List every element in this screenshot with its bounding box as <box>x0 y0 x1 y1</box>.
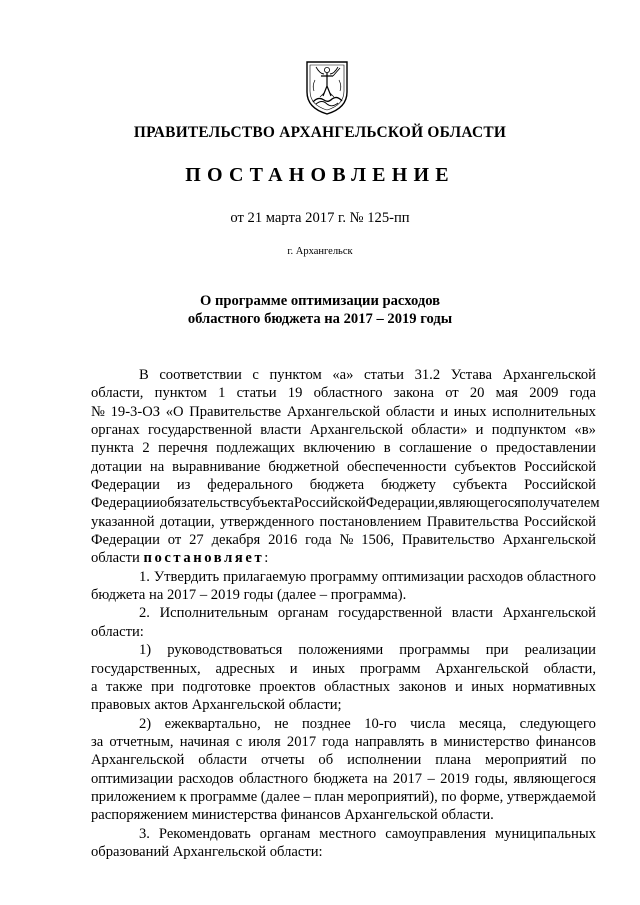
body-word: самоуправления <box>385 825 486 842</box>
body-word: 2017 <box>286 733 317 750</box>
body-word: в <box>383 440 391 457</box>
body-word: «О <box>165 403 184 420</box>
body-line <box>91 788 596 806</box>
body-word: отчетным, <box>109 733 174 750</box>
body-word: позднее <box>301 715 351 732</box>
body-word: 3. <box>139 825 150 842</box>
body-word: обязательств <box>159 495 240 512</box>
body-word: (далее <box>260 788 300 805</box>
body-word: бюджета <box>313 770 368 787</box>
body-line <box>91 843 596 861</box>
body-line <box>91 770 596 788</box>
body-word: подготовке <box>182 678 251 695</box>
body-word: прилагаемую <box>223 568 307 585</box>
body-word: мероприятий <box>484 752 567 769</box>
body-word: месяца, <box>458 715 507 732</box>
body-word: года <box>305 532 332 549</box>
body-word: исполнительных <box>492 403 596 420</box>
body-word: года <box>322 733 349 750</box>
body-word: с <box>252 367 259 383</box>
body-line <box>91 678 596 696</box>
body-word: программ <box>359 660 421 677</box>
body-word: пунктом <box>269 367 322 383</box>
body-word: подпунктом <box>491 422 567 439</box>
document-body <box>91 366 600 861</box>
body-word: областных <box>324 678 391 695</box>
body-word: проектов <box>259 678 316 695</box>
body-word: субъекта <box>452 477 508 494</box>
resolution-prefix: области <box>91 550 144 567</box>
body-word: Утвердить <box>153 568 220 585</box>
body-word: В <box>139 367 149 383</box>
body-word: области <box>385 403 435 420</box>
body-word: 2) <box>139 715 152 732</box>
body-word: об <box>318 752 334 769</box>
body-word: Рекомендовать <box>158 825 251 842</box>
body-word: на <box>373 770 388 787</box>
body-word: 10-го <box>364 715 397 732</box>
body-word: области, <box>543 660 596 677</box>
body-word: программу <box>310 568 378 585</box>
body-word: Федерации <box>91 495 160 512</box>
body-word: следующего <box>519 715 596 732</box>
body-word: при <box>150 678 174 695</box>
body-line <box>91 825 596 843</box>
body-word: года <box>569 385 596 402</box>
body-word: Архангельской <box>502 532 596 549</box>
body-word: программе <box>190 788 258 805</box>
body-word: Архангельской <box>435 660 529 677</box>
body-word: обеспеченности <box>346 458 447 475</box>
body-word: субъектов <box>454 458 517 475</box>
body-word: 1506, <box>361 532 395 549</box>
body-word: 2009 <box>529 385 559 402</box>
body-word: плана <box>435 752 472 769</box>
body-word: 2. <box>139 605 150 622</box>
body-word: утвержденного <box>220 513 315 530</box>
body-word: бюджетной <box>268 458 340 475</box>
body-word: распоряжением министерства финансов Архангельской области. <box>91 807 494 824</box>
body-word: Федерации <box>91 477 160 494</box>
body-word: реализации <box>524 642 596 659</box>
document-title <box>0 292 640 328</box>
body-word: постановлением <box>319 513 422 530</box>
body-word: Исполнительным <box>159 605 269 622</box>
body-line <box>91 549 596 567</box>
body-line <box>91 751 596 769</box>
body-word: иных <box>471 678 504 695</box>
body-word: пункта <box>91 440 134 457</box>
body-word: включению <box>303 440 376 457</box>
body-word: с <box>235 733 243 750</box>
body-word: бюджета <box>309 477 365 494</box>
body-word: иных <box>312 660 346 677</box>
body-line <box>91 623 596 641</box>
body-word: из <box>176 477 191 494</box>
body-line <box>91 439 596 457</box>
body-word: начиная <box>179 733 230 750</box>
body-word: мая <box>495 385 518 402</box>
body-word: предоставлении <box>496 440 596 457</box>
body-word: оптимизации <box>381 568 464 585</box>
coat-of-arms-icon <box>304 58 350 116</box>
body-word: и <box>440 403 449 420</box>
body-word: 19 <box>287 385 303 402</box>
body-word: «в» <box>574 422 596 439</box>
body-word: о <box>480 440 488 457</box>
body-line <box>91 696 596 714</box>
body-word: органам <box>277 605 329 622</box>
body-word: бюджету <box>381 477 436 494</box>
body-word: перечня <box>158 440 208 457</box>
body-word: за <box>91 733 104 750</box>
body-line <box>91 476 596 494</box>
document-date-number: от 21 марта 2017 г. № 125-пп <box>230 210 410 226</box>
body-word: государственной <box>147 422 252 439</box>
body-word: № <box>91 403 105 420</box>
body-word: положениями <box>298 642 384 659</box>
body-word: расходов <box>178 770 234 787</box>
body-word: области: <box>91 623 144 640</box>
body-word: пунктом <box>154 385 207 402</box>
body-word: расходов <box>467 568 524 585</box>
body-line <box>91 733 596 751</box>
body-word: государственной <box>338 605 443 622</box>
body-word: на <box>149 458 165 475</box>
body-word: Архангельской <box>91 752 185 769</box>
body-word: Правительство <box>401 532 495 549</box>
resolution-word: постановляет <box>143 550 265 567</box>
body-word: нормативных <box>512 678 596 695</box>
body-word: приложением <box>91 788 176 805</box>
body-word: федерального <box>207 477 293 494</box>
body-word: 2016 <box>268 532 298 549</box>
body-word: направлять <box>354 733 425 750</box>
body-word: Архангельской <box>502 605 596 622</box>
body-word: законов <box>398 678 447 695</box>
body-word: правовых актов Архангельской области; <box>91 697 342 714</box>
body-word: дотации <box>91 458 142 475</box>
body-word: от <box>167 532 182 549</box>
body-word: Правительства <box>426 513 519 530</box>
body-word: и <box>475 422 484 439</box>
body-word: области» <box>411 422 468 439</box>
body-word: 20 <box>469 385 485 402</box>
document-title-line: О программе оптимизации расходов <box>199 293 441 309</box>
body-word: статьи <box>236 385 277 402</box>
body-word: к <box>179 788 187 805</box>
body-word: в <box>430 733 438 750</box>
body-word: власти <box>260 422 302 439</box>
body-word: власти <box>451 605 493 622</box>
body-word: 1 <box>218 385 226 402</box>
body-word: статьи <box>364 367 404 383</box>
body-word: ежеквартально, <box>164 715 261 732</box>
body-word: областного <box>526 568 596 585</box>
body-line <box>91 660 596 678</box>
body-line <box>91 458 596 476</box>
authority-name: ПРАВИТЕЛЬСТВО АРХАНГЕЛЬСКОЙ ОБЛАСТИ <box>133 124 507 141</box>
body-word: 1) <box>139 642 152 659</box>
body-word: мероприятий), <box>347 788 438 805</box>
body-word: по <box>580 752 596 769</box>
body-word: соглашение <box>399 440 472 457</box>
body-word: Российской <box>293 495 366 512</box>
body-word: областного <box>313 385 383 402</box>
body-word: являющегося <box>438 495 521 512</box>
body-word: областного <box>239 770 309 787</box>
body-line <box>91 513 596 531</box>
body-word: – <box>427 770 435 787</box>
body-word: закона <box>393 385 434 402</box>
body-word: – <box>303 788 311 805</box>
body-word: не <box>274 715 289 732</box>
body-word: программы <box>399 642 470 659</box>
body-word: план <box>314 788 344 805</box>
body-line <box>91 531 596 549</box>
body-word: муниципальных <box>494 825 596 842</box>
body-word: руководствоваться <box>167 642 283 659</box>
body-word: иных <box>453 403 487 420</box>
body-word: 19-3-ОЗ <box>110 403 161 420</box>
body-word: от <box>445 385 459 402</box>
body-word: органах <box>91 422 140 439</box>
body-word: 27 <box>189 532 204 549</box>
document-place: г. Архангельск <box>287 246 353 257</box>
body-word: декабря <box>211 532 261 549</box>
body-word: 2019 <box>440 770 470 787</box>
body-word: Федерации, <box>365 495 439 512</box>
document-title-line: областного бюджета на 2017 – 2019 годы <box>187 311 453 327</box>
body-word: государственных, <box>91 660 201 677</box>
body-word: а <box>91 678 98 695</box>
body-word: дотации, <box>160 513 215 530</box>
body-line <box>91 494 600 512</box>
body-word: Российской <box>524 513 596 530</box>
body-word: соответствии <box>159 367 242 383</box>
body-word: бюджета на 2017 – 2019 годы (далее – программа). <box>91 587 407 604</box>
body-word: Архангельской <box>309 422 404 439</box>
body-word: являющегося <box>513 770 596 787</box>
body-word: 2017 <box>392 770 423 787</box>
body-word: подлежащих <box>216 440 295 457</box>
body-word: области, <box>91 385 144 402</box>
document-type: ПОСТАНОВЛЕНИЕ <box>185 164 455 186</box>
body-word: Российской <box>524 458 596 475</box>
body-word: Правительстве <box>189 403 282 420</box>
body-line <box>91 806 596 824</box>
body-word: исполнении <box>347 752 422 769</box>
body-word: органам <box>259 825 311 842</box>
body-word: отчеты <box>261 752 305 769</box>
body-word: министерство <box>443 733 530 750</box>
body-word: также <box>105 678 143 695</box>
body-line <box>91 568 596 586</box>
body-word: Архангельской <box>286 403 381 420</box>
body-word: 2 <box>142 440 150 457</box>
body-word: годы, <box>474 770 509 787</box>
body-line <box>91 366 596 384</box>
body-word: финансов <box>535 733 596 750</box>
body-word: получателем <box>520 495 600 512</box>
body-word: и <box>454 678 463 695</box>
body-word: выравнивание <box>172 458 261 475</box>
body-line <box>91 384 596 402</box>
body-word: при <box>485 642 509 659</box>
body-word: 31.2 <box>414 367 441 383</box>
body-line <box>91 641 596 659</box>
body-word: адресных <box>215 660 275 677</box>
body-line <box>91 586 596 604</box>
body-word: и <box>289 660 298 677</box>
body-word: утверждаемой <box>506 788 596 805</box>
body-word: Устава <box>450 367 492 383</box>
body-word: № <box>339 532 354 549</box>
body-line <box>91 715 596 733</box>
body-word: Архангельской <box>502 367 596 383</box>
body-line <box>91 421 596 439</box>
body-word: оптимизации <box>91 770 174 787</box>
body-word: по <box>441 788 457 805</box>
body-word: Федерации <box>91 532 160 549</box>
body-word: 1. <box>139 568 150 585</box>
body-word: области <box>198 752 248 769</box>
body-word: образований Архангельской области: <box>91 843 323 860</box>
body-line <box>91 604 596 622</box>
body-word: местного <box>319 825 377 842</box>
body-word: «а» <box>332 367 354 383</box>
body-word: форме, <box>460 788 504 805</box>
body-word: указанной <box>91 513 155 530</box>
body-word: июля <box>248 733 281 750</box>
body-word: числа <box>410 715 446 732</box>
resolution-suffix: : <box>264 550 269 567</box>
body-word: Российской <box>524 477 596 494</box>
body-line <box>91 403 596 421</box>
body-word: субъекта <box>239 495 294 512</box>
